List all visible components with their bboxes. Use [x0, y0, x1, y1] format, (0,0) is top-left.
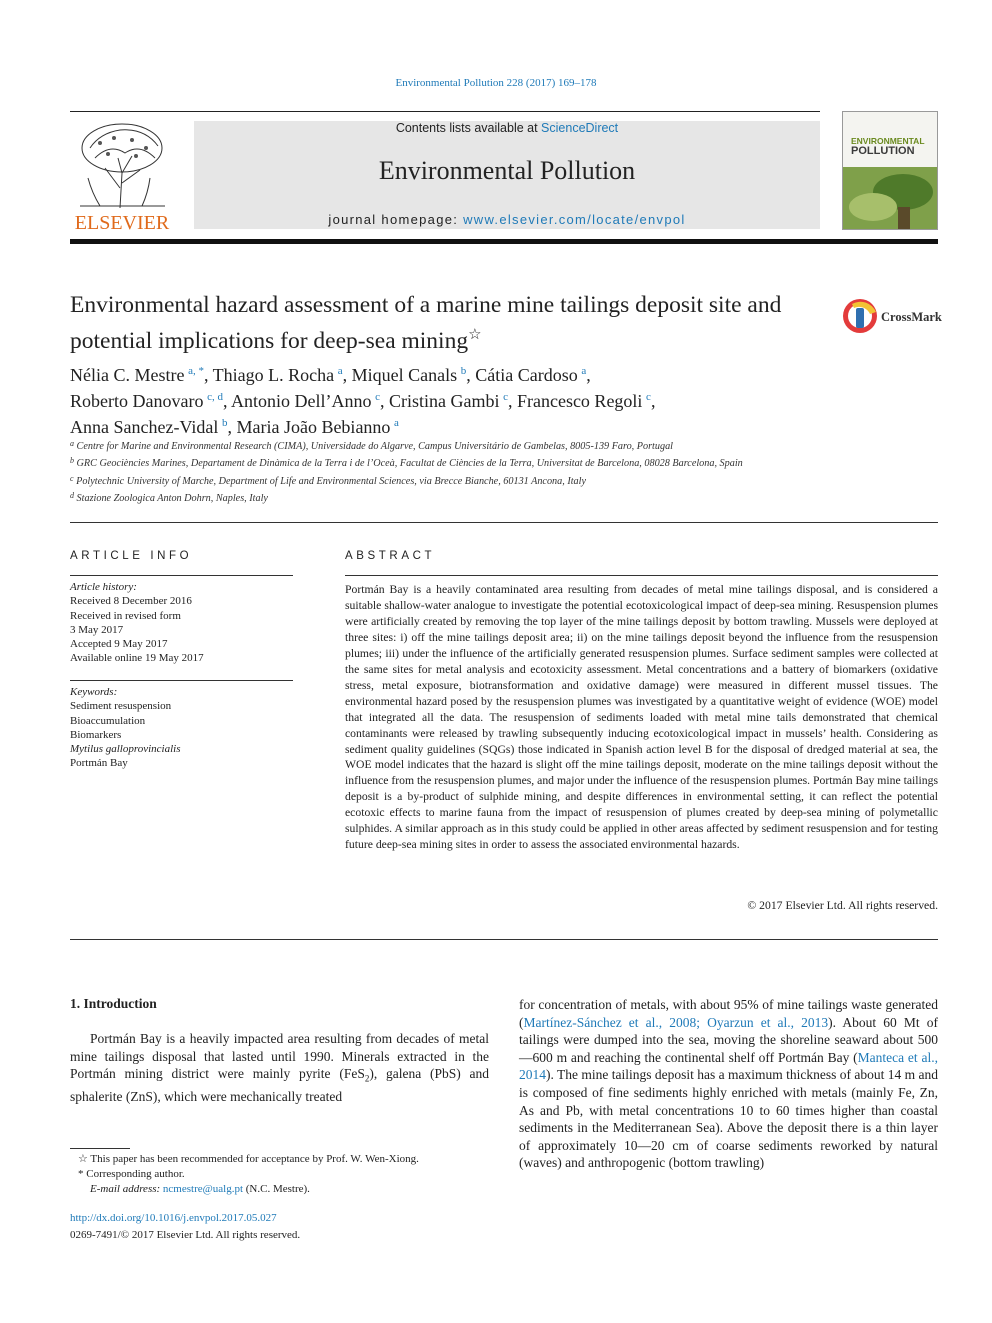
email-suffix: (N.C. Mestre). — [243, 1183, 310, 1195]
footnote-divider — [70, 1148, 130, 1149]
keyword-item: Sediment resuspension — [70, 700, 172, 713]
paragraph-text: for concentration of metals, with about 95% of mine tailings waste generated ( — [519, 997, 938, 1030]
author-name: Cristina Gambi — [388, 391, 500, 411]
keyword-item: Biomarkers — [70, 728, 122, 741]
abstract-heading: ABSTRACT — [345, 550, 436, 562]
author-affiliation-mark[interactable]: a — [394, 417, 399, 429]
author-affiliation-mark[interactable]: a — [581, 365, 587, 377]
footnotes — [70, 1152, 500, 1197]
affiliation-mark: b — [70, 456, 74, 466]
author-name: Anna Sanchez-Vidal — [70, 417, 219, 437]
title-footnote-mark[interactable]: ☆ — [468, 327, 482, 343]
history-item: Received in revised form — [70, 609, 181, 622]
author-separator: , — [466, 365, 476, 385]
crossmark-badge[interactable] — [842, 296, 942, 336]
author-separator: , — [507, 391, 517, 411]
footnote-corresponding: * Corresponding author. — [78, 1168, 185, 1180]
affiliation-item — [70, 454, 830, 471]
author-name: Cátia Cardoso — [475, 365, 578, 385]
history-label: Article history: — [70, 581, 137, 593]
author-affiliation-mark[interactable]: c, d — [207, 391, 223, 403]
author-separator: , — [227, 417, 237, 437]
affiliation-mark: c — [70, 473, 74, 483]
keyword-item: Mytilus galloprovincialis — [70, 743, 181, 756]
contents-prefix: Contents lists available at — [395, 121, 542, 135]
author-name: Antonio Dell’Anno — [230, 391, 372, 411]
citation-link[interactable]: Manteca et al., 2014 — [519, 1049, 938, 1083]
affiliation-text: Polytechnic University of Marche, Department of Life and Environmental Sciences, via Brecce Bianche, 60131 Ancona, Italy — [76, 475, 586, 487]
paragraph-text: ). About 60 Mt of tailings were dumped into the sea, moving the shoreline seaward about 500—600 m and reaching the continental shelf off Portmán Bay ( — [519, 1014, 938, 1065]
affiliation-text: GRC Geociències Marines, Departament de Dinàmica de la Terra i de l’Oceà, Facultat de Ciències de la Terra, Universitat de Barcelona, 08028 Barcelona, Spain — [76, 458, 743, 470]
elsevier-tree-icon — [70, 118, 175, 233]
affiliation-text: Stazione Zoologica Anton Dohrn, Naples, Italy — [76, 493, 268, 505]
affiliation-item — [70, 437, 830, 454]
paragraph-text: Portmán Bay is a heavily impacted area resulting from decades of metal mine tailings disposal that lasted until 1990. Minerals extracted in the Portmán mining district were mainly pyrite (FeS — [70, 1031, 489, 1082]
author-affiliation-mark[interactable]: c — [646, 391, 651, 403]
keyword-item: Bioaccumulation — [70, 714, 146, 727]
abstract-copyright: © 2017 Elsevier Ltd. All rights reserved. — [747, 899, 938, 912]
sciencedirect-link[interactable]: ScienceDirect — [541, 121, 619, 135]
contents-line — [194, 121, 820, 135]
author-separator: , — [379, 391, 389, 411]
author-affiliation-mark[interactable]: b — [221, 417, 228, 429]
article-history — [70, 580, 293, 666]
keyword-item: Portmán Bay — [70, 757, 128, 770]
affiliation-list — [70, 437, 830, 507]
paragraph-text: ), galena (PbS) and sphalerite (ZnS), which were mechanically treated — [70, 1066, 489, 1105]
body-paragraph — [519, 996, 938, 1172]
author-affiliation-mark[interactable]: a — [337, 365, 343, 377]
divider — [70, 680, 293, 681]
history-item: Accepted 9 May 2017 — [70, 638, 168, 651]
affiliation-mark: a — [70, 439, 74, 448]
keywords-label: Keywords: — [70, 686, 118, 698]
author-list — [70, 360, 870, 438]
footnote-star: ☆ This paper has been recommended for acceptance by Prof. W. Wen-Xiong. — [78, 1153, 419, 1165]
affiliation-mark: d — [70, 491, 74, 501]
author-name: Roberto Danovaro — [70, 391, 204, 411]
abstract-text: Portmán Bay is a heavily contaminated area resulting from decades of metal mine tailings disposal, and is considered a suitable shallow-water analogue to investigate the potential ecotoxicological impact of deep-sea mining. Resuspension plumes were artificially created by removing the top layer of the mine tailings deposit by bottom trawling. Mussels were deployed at three sites: i) off the mine tailings deposit area; ii) on the mine tailings deposit beyond the influence from the resuspension plumes; iii) under the influence of the artificially generated resuspension plumes. Surface sediment samples were collected at the same sites for metal analysis and ecotoxicity assessment. Metal concentrations and a battery of biomarkers (oxidative stress, metal exposure, biotransformation and oxidative damage) were measured in different mussel tissues. The environmental hazard posed by the resuspension plumes was investigated by a quantitative weight of evidence (WOE) model that integrated all the data. The resuspension of sediments loaded with metal mine tails demonstrated that chemical contaminants were released by trawling subsequently inducing ecotoxicological impact in mussels’ health. Considering as sediment quality guidelines (SQGs) those indicated in Spanish action level B for the disposal of dredged material at sea, the WOE model indicates that the hazard is slight off the mine tailings deposit, moderate on the mine tailings deposit without the influence from the resuspension plumes, and major under the influence of the resuspension plumes. Portmán Bay mine tailings deposit is a by-product of sulphide mining, and despite differences in environmental setting, it can reflect the potential ecotoxic effects to marine fauna from the impact of resuspension of plumes created by deep-sea mining of polymetallic sulphides. A similar approach as in this study could be applied in other areas affected by sediment resuspension and for testing future deep-sea mining sites in order to assess the associated environmental hazards. — [345, 583, 939, 852]
history-item: 3 May 2017 — [70, 623, 124, 636]
author-affiliation-mark[interactable]: c — [375, 391, 380, 403]
svg-text:POLLUTION: POLLUTION — [851, 145, 915, 157]
homepage-prefix: journal homepage: — [328, 212, 464, 227]
paragraph-text: ). The mine tailings deposit has a maximum thickness of about 14 m and is composed of fine sediments highly enriched with metals (mainly Fe, Zn, As and Pb, with metal concentrations 10 to 60 times higher than coastal sediments in the Mediterranean Sea). Above the deposit there is a thin layer of approximately 10—20 cm of coarse sediments reworked by natural (waves) and anthropogenic (bottom trawling) — [519, 1067, 938, 1171]
journal-title: Environmental Pollution — [378, 156, 636, 185]
author-name: Maria João Bebianno — [236, 417, 391, 437]
author-separator: , — [222, 391, 231, 411]
email-link[interactable]: ncmestre@ualg.pt — [162, 1183, 243, 1195]
section-heading: 1. Introduction — [70, 996, 157, 1011]
author-affiliation-mark[interactable]: c — [503, 391, 508, 403]
crossmark-icon — [842, 296, 942, 336]
svg-text:ELSEVIER: ELSEVIER — [74, 212, 170, 233]
author-separator: , — [342, 365, 352, 385]
svg-text:CrossMark: CrossMark — [881, 310, 942, 324]
issn-copyright: 0269-7491/© 2017 Elsevier Ltd. All rights reserved. — [70, 1229, 301, 1241]
email-label: E-mail address: — [90, 1183, 163, 1195]
affiliation-item — [70, 472, 830, 489]
divider — [70, 939, 938, 940]
author-separator: , — [650, 391, 656, 411]
author-name: Nélia C. Mestre — [70, 365, 185, 385]
affiliation-item — [70, 489, 830, 506]
footnote-email — [70, 1182, 500, 1197]
journal-cover-image[interactable] — [842, 111, 938, 230]
keywords — [70, 685, 293, 771]
divider — [70, 575, 293, 576]
author-name: Thiago L. Rocha — [212, 365, 335, 385]
subscript: 2 — [364, 1073, 370, 1084]
article-info-heading: ARTICLE INFO — [70, 550, 193, 562]
author-name: Miquel Canals — [351, 365, 458, 385]
journal-cover-art — [843, 112, 938, 230]
author-separator: , — [586, 365, 591, 385]
elsevier-logo[interactable] — [70, 118, 175, 233]
citation-link[interactable]: Martínez-Sánchez et al., 2008; Oyarzun et al., 2013 — [523, 1014, 829, 1030]
svg-text:ENVIRONMENTAL: ENVIRONMENTAL — [851, 136, 925, 146]
article-title-text: Environmental hazard assessment of a marine mine tailings deposit site and potential implications for deep-sea mining — [70, 292, 782, 354]
affiliation-text: Centre for Marine and Environmental Research (CIMA), Universidade do Algarve, Campus Universitário de Gambelas, 8005-139 Faro, Portugal — [76, 441, 674, 452]
author-separator: , — [203, 365, 213, 385]
doi-block — [70, 1210, 500, 1244]
divider — [70, 522, 938, 523]
article-title — [70, 290, 830, 356]
author-affiliation-mark[interactable]: b — [460, 365, 467, 377]
header-divider — [70, 239, 938, 244]
journal-citation-link[interactable]: Environmental Pollution 228 (2017) 169–178 — [395, 77, 597, 89]
history-item: Received 8 December 2016 — [70, 595, 192, 608]
doi-link[interactable]: http://dx.doi.org/10.1016/j.envpol.2017.05.027 — [70, 1212, 277, 1224]
author-affiliation-mark[interactable]: a, * — [188, 365, 204, 377]
divider — [345, 575, 938, 576]
body-paragraph — [70, 1030, 489, 1106]
history-item: Available online 19 May 2017 — [70, 652, 204, 665]
homepage-line — [194, 212, 820, 227]
homepage-link[interactable]: www.elsevier.com/locate/envpol — [463, 212, 686, 227]
author-name: Francesco Regoli — [516, 391, 643, 411]
